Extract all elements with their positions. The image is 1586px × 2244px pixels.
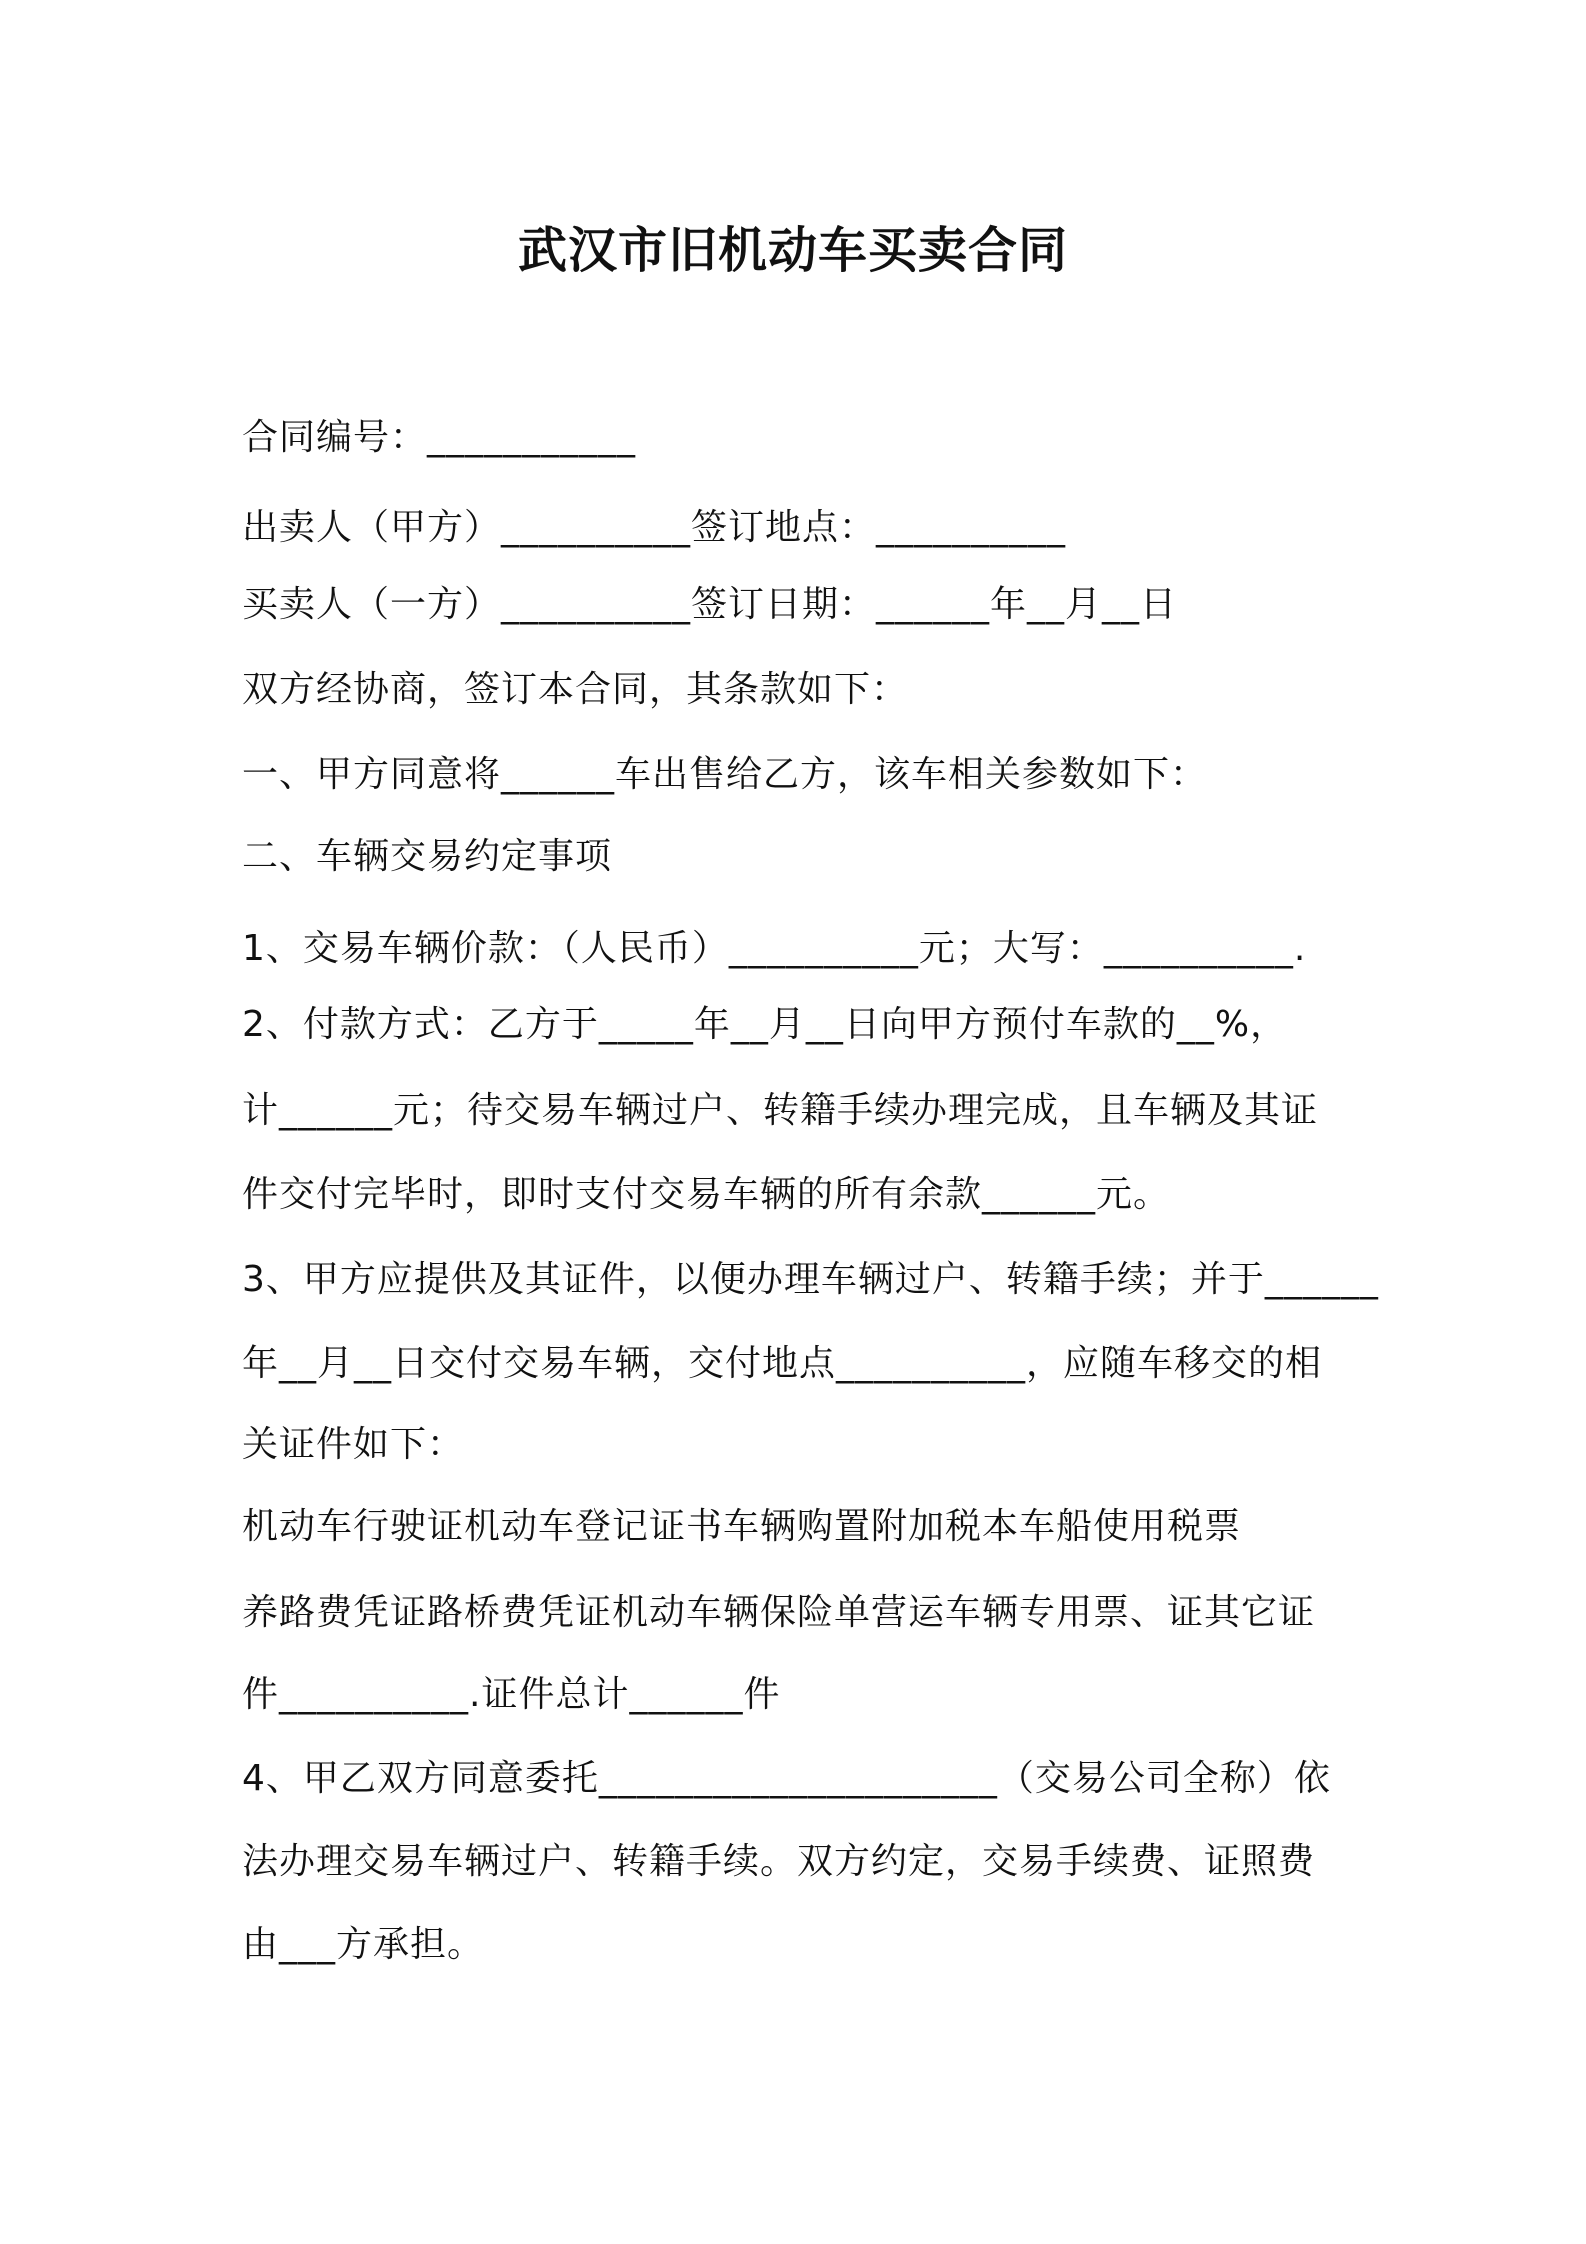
seller-line: 出卖人（甲方）__________签订地点：__________: [242, 507, 1067, 548]
clause-1-line: 一、甲方同意将______车出售给乙方，该车相关参数如下：: [242, 754, 1208, 795]
item-1-price-line: 1、交易车辆价款：（人民币）__________元；大写：__________.: [242, 928, 1307, 969]
contract-title: 武汉市旧机动车买卖合同: [517, 222, 1068, 279]
item-4-agency-line-1: 4、甲乙双方同意委托_____________________（交易公司全称）依: [242, 1758, 1331, 1799]
intro-line: 双方经协商，签订本合同，其条款如下：: [242, 669, 909, 710]
documents-list-line-1: 机动车行驶证机动车登记证书车辆购置附加税本车船使用税票: [242, 1506, 1242, 1547]
item-2-payment-line-2: 计______元；待交易车辆过户、转籍手续办理完成，且车辆及其证: [242, 1090, 1319, 1131]
item-3-documents-line-2: 年__月__日交付交易车辆，交付地点__________，应随车移交的相: [242, 1343, 1323, 1384]
documents-list-line-2: 养路费凭证路桥费凭证机动车辆保险单营运车辆专用票、证其它证: [242, 1592, 1316, 1633]
item-4-agency-line-3: 由___方承担。: [242, 1924, 485, 1965]
documents-list-line-3: 件__________.证件总计______件: [242, 1674, 781, 1715]
item-3-documents-line-1: 3、甲方应提供及其证件，以便办理车辆过户、转籍手续；并于______: [242, 1259, 1379, 1300]
item-4-agency-line-2: 法办理交易车辆过户、转籍手续。双方约定，交易手续费、证照费: [242, 1841, 1316, 1882]
item-3-documents-line-3: 关证件如下：: [242, 1424, 465, 1465]
item-2-payment-line-3: 件交付完毕时，即时支付交易车辆的所有余款______元。: [242, 1174, 1171, 1215]
clause-2-heading: 二、车辆交易约定事项: [242, 836, 613, 877]
item-2-payment-line-1: 2、付款方式：乙方于_____年__月__日向甲方预付车款的__%，: [242, 1004, 1288, 1045]
contract-number-line: 合同编号：___________: [242, 417, 637, 458]
buyer-line: 买卖人（一方）__________签订日期：______年__月__日: [242, 584, 1178, 625]
